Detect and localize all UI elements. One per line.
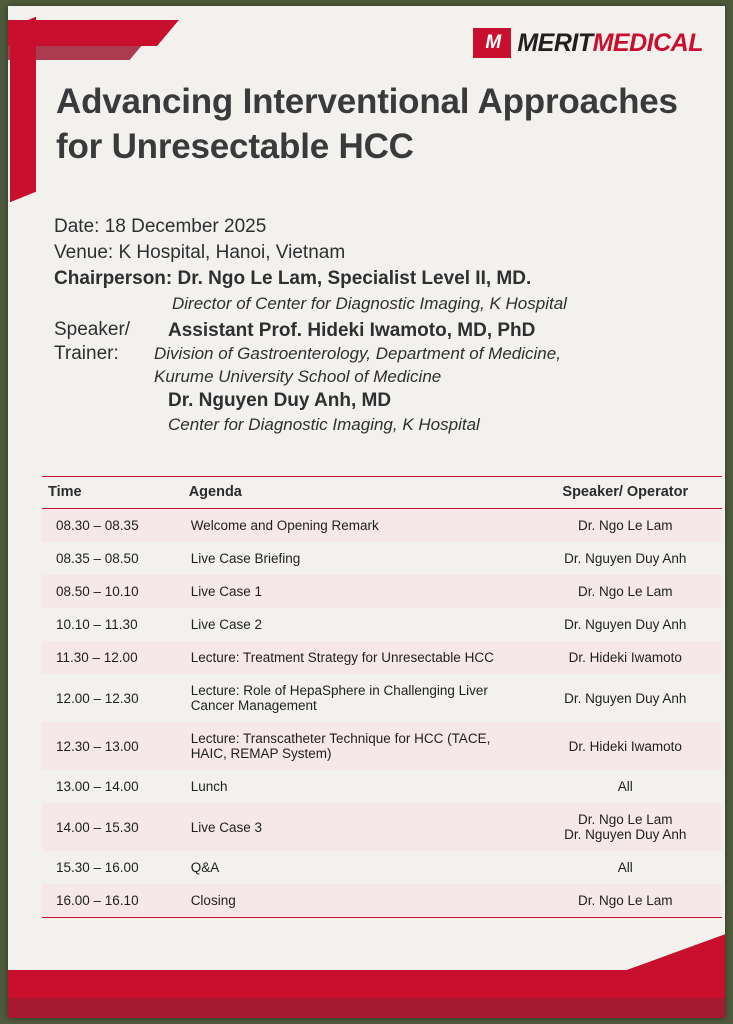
- table-row: [42, 722, 722, 770]
- cell-agenda: Lecture: Role of HepaSphere in Challenging Liver Cancer Management: [190, 683, 488, 713]
- cell-speaker: Dr. Ngo Le Lam: [529, 575, 722, 608]
- header-time: Time: [42, 477, 183, 509]
- merit-medical-logo: [473, 28, 703, 58]
- table-row: [42, 884, 722, 918]
- table-row: [42, 803, 722, 851]
- venue-label: Venue:: [54, 242, 114, 264]
- cell-time: 08.35 – 08.50: [56, 551, 139, 566]
- table-row: [42, 608, 722, 641]
- speaker-1-affiliation-line1: Division of Gastroenterology, Department of Medicine,: [154, 344, 561, 364]
- agenda-header-row: [42, 477, 722, 509]
- cell-time: 10.10 – 11.30: [56, 617, 138, 632]
- cell-time: 16.00 – 16.10: [42, 884, 183, 918]
- cell-time: 12.30 – 13.00: [42, 722, 183, 770]
- cell-agenda: Live Case Briefing: [190, 551, 301, 566]
- agenda-body: [42, 509, 722, 918]
- cell-time: 12.00 – 12.30: [56, 690, 139, 706]
- cell-agenda: Lecture: Treatment Strategy for Unresectable HCC: [183, 641, 529, 674]
- cell-agenda: Live Case 2: [190, 617, 262, 632]
- date-label: Date:: [54, 216, 100, 237]
- cell-agenda: Lunch: [190, 779, 228, 794]
- cell-time: 14.00 – 15.30: [42, 803, 183, 851]
- table-row: [42, 674, 722, 722]
- table-row: [42, 770, 722, 803]
- speaker-label: [54, 318, 154, 437]
- logo-mark-icon: M: [473, 28, 511, 58]
- cell-speaker: Dr. Ngo Le Lam: [529, 884, 722, 918]
- chair-affiliation: Director of Center for Diagnostic Imaging, K Hospital: [172, 293, 567, 313]
- cell-speaker: All: [617, 779, 633, 794]
- logo-brand-first: MERIT: [517, 28, 593, 57]
- logo-wordmark: [517, 29, 703, 58]
- cell-speaker: Dr. Nguyen Duy Anh: [564, 690, 687, 706]
- detail-venue: [54, 240, 694, 266]
- cell-agenda: Live Case 3: [183, 803, 529, 851]
- logo-brand-second: MEDICAL: [592, 28, 703, 57]
- speaker-label-line1: Speaker/: [54, 318, 131, 340]
- page-title: Advancing Interventional Approaches for Unresectable HCC: [56, 82, 678, 166]
- cell-speaker: Dr. Nguyen Duy Anh: [564, 551, 687, 566]
- chair-value: Dr. Ngo Le Lam, Specialist Level II, MD.: [177, 268, 532, 290]
- cell-time: 11.30 – 12.00: [42, 641, 183, 674]
- speaker-label-line2: Trainer:: [54, 343, 119, 365]
- detail-speakers: [54, 318, 694, 437]
- table-row: [42, 851, 722, 884]
- cell-agenda: Lecture: Transcatheter Technique for HCC (TACE, HAIC, REMAP System): [183, 722, 529, 770]
- cell-agenda: Q&A: [190, 860, 220, 875]
- cell-speaker: Dr. Nguyen Duy Anh: [564, 617, 687, 632]
- table-row: [42, 641, 722, 674]
- speaker-list: [154, 318, 694, 437]
- venue-value: K Hospital, Hanoi, Vietnam: [118, 242, 346, 264]
- speaker-1-affiliation-line2: Kurume University School of Medicine: [154, 366, 442, 386]
- cell-speaker: Dr. Ngo Le Lam: [529, 509, 722, 543]
- header-speaker: Speaker/ Operator: [529, 477, 722, 509]
- cell-speaker: Dr. Hideki Iwamoto: [529, 722, 722, 770]
- cell-time: 08.30 – 08.35: [42, 509, 183, 543]
- date-value: 18 December 2025: [104, 216, 267, 237]
- cell-agenda: Live Case 1: [183, 575, 529, 608]
- table-row: [42, 575, 722, 608]
- table-row: [42, 542, 722, 575]
- cell-speaker: Dr. Hideki Iwamoto: [529, 641, 722, 674]
- cell-speaker: All: [617, 860, 633, 875]
- cell-time: 13.00 – 14.00: [56, 779, 139, 794]
- speaker-2-affiliation: Center for Diagnostic Imaging, K Hospital: [168, 414, 480, 434]
- cell-agenda: Closing: [183, 884, 529, 918]
- chair-label: Chairperson:: [54, 268, 173, 290]
- detail-chairperson: [54, 266, 694, 292]
- detail-date: [54, 214, 694, 240]
- cell-speaker: Dr. Ngo Le Lam Dr. Nguyen Duy Anh: [529, 803, 722, 851]
- speaker-1-name: Assistant Prof. Hideki Iwamoto, MD, PhD: [168, 319, 536, 341]
- event-details: [54, 214, 694, 436]
- speaker-2-name: Dr. Nguyen Duy Anh, MD: [168, 390, 392, 412]
- decorative-bottom-bar: [8, 970, 725, 1018]
- agenda-table: [42, 476, 722, 918]
- cell-time: 08.50 – 10.10: [42, 575, 183, 608]
- cell-agenda: Welcome and Opening Remark: [183, 509, 529, 543]
- table-row: [42, 509, 722, 543]
- cell-time: 15.30 – 16.00: [56, 860, 139, 875]
- header-agenda: Agenda: [183, 477, 529, 509]
- flyer-page: [8, 6, 725, 1018]
